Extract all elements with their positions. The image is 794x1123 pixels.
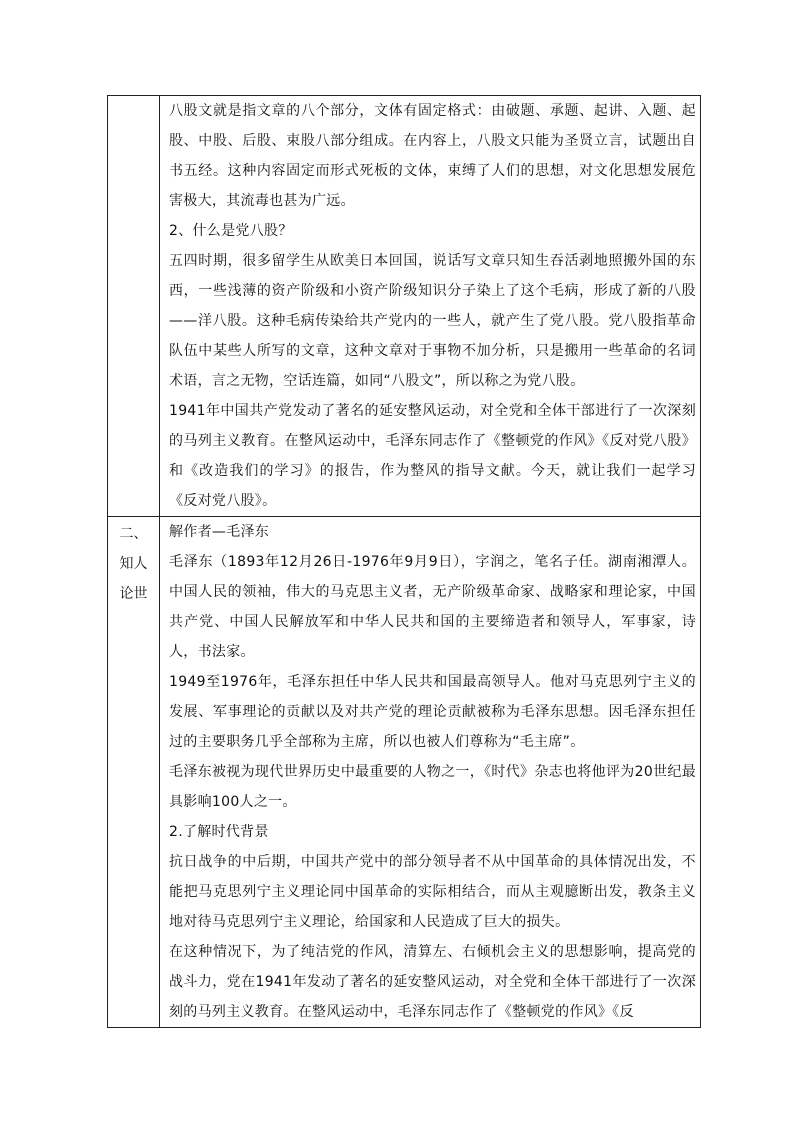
section-content-cell	[160, 517, 701, 1028]
section-label-line: 二、	[119, 526, 148, 542]
paragraph: 毛泽东（1893年12月26日-1976年9月9日），字润之，笔名子任。湖南湘潭人。中国人民的领袖，伟大的马克思主义者，无产阶级革命家、战略家和理论家，中国共产党、中国人民解放军和中华人民共和国的主要缔造者和领导人，军事家，诗人，书法家。	[169, 554, 696, 660]
paragraph: 五四时期，很多留学生从欧美日本回国，说话写文章只知生吞活剥地照搬外国的东西，一些浅薄的资产阶级和小资产阶级知识分子染上了这个毛病，形成了新的八股——洋八股。这种毛病传染给共产党内的一些人，就产生了党八股。党八股指革命队伍中某些人所写的文章，这种文章对于事物不加分析，只是搬用一些革命的名词术语，言之无物，空话连篇，如同“八股文”，所以称之为党八股。	[169, 253, 696, 389]
paragraph: 在这种情况下，为了纯洁党的作风，清算左、右倾机会主义的思想影响，提高党的战斗力，党在1941年发动了著名的延安整风运动，对全党和全体干部进行了一次深刻的马列主义教育。在整风运动中，毛泽东同志作了《整顿党的作风》《反	[169, 944, 696, 1020]
section-label-line: 知人	[119, 556, 148, 572]
lesson-table	[107, 95, 701, 1028]
paragraph: 1941年中国共产党发动了著名的延安整风运动，对全党和全体干部进行了一次深刻的马列主义教育。在整风运动中，毛泽东同志作了《整顿党的作风》《反对党八股》和《改造我们的学习》的报告，作为整风的指导文献。今天，就让我们一起学习《反对党八股》。	[169, 403, 696, 509]
paragraph: 解作者—毛泽东	[169, 524, 270, 540]
table-row	[108, 96, 701, 517]
paragraph: 八股文就是指文章的八个部分，文体有固定格式：由破题、承题、起讲、入题、起股、中股、后股、束股八部分组成。在内容上，八股文只能为圣贤立言，试题出自书五经。这种内容固定而形式死板的文体，束缚了人们的思想，对文化思想发展危害极大，其流毒也甚为广远。	[169, 103, 696, 209]
paragraph: 2.了解时代背景	[169, 824, 269, 840]
table-row	[108, 517, 701, 1028]
section-label-line: 论世	[119, 586, 148, 602]
section-content-cell	[160, 96, 701, 517]
paragraph: 抗日战争的中后期，中国共产党中的部分领导者不从中国革命的具体情况出发，不能把马克思列宁主义理论同中国革命的实际相结合，而从主观臆断出发，教条主义地对待马克思列宁主义理论，给国家和人民造成了巨大的损失。	[169, 854, 696, 930]
section-label-cell	[108, 517, 160, 1028]
paragraph: 1949至1976年，毛泽东担任中华人民共和国最高领导人。他对马克思列宁主义的发展、军事理论的贡献以及对共产党的理论贡献被称为毛泽东思想。因毛泽东担任过的主要职务几乎全部称为主席，所以也被人们尊称为“毛主席”。	[169, 674, 696, 750]
paragraph: 毛泽东被视为现代世界历史中最重要的人物之一，《时代》杂志也将他评为20世纪最具影响100人之一。	[169, 764, 696, 810]
paragraph: 2、什么是党八股？	[169, 223, 293, 239]
section-label-cell	[108, 96, 160, 517]
